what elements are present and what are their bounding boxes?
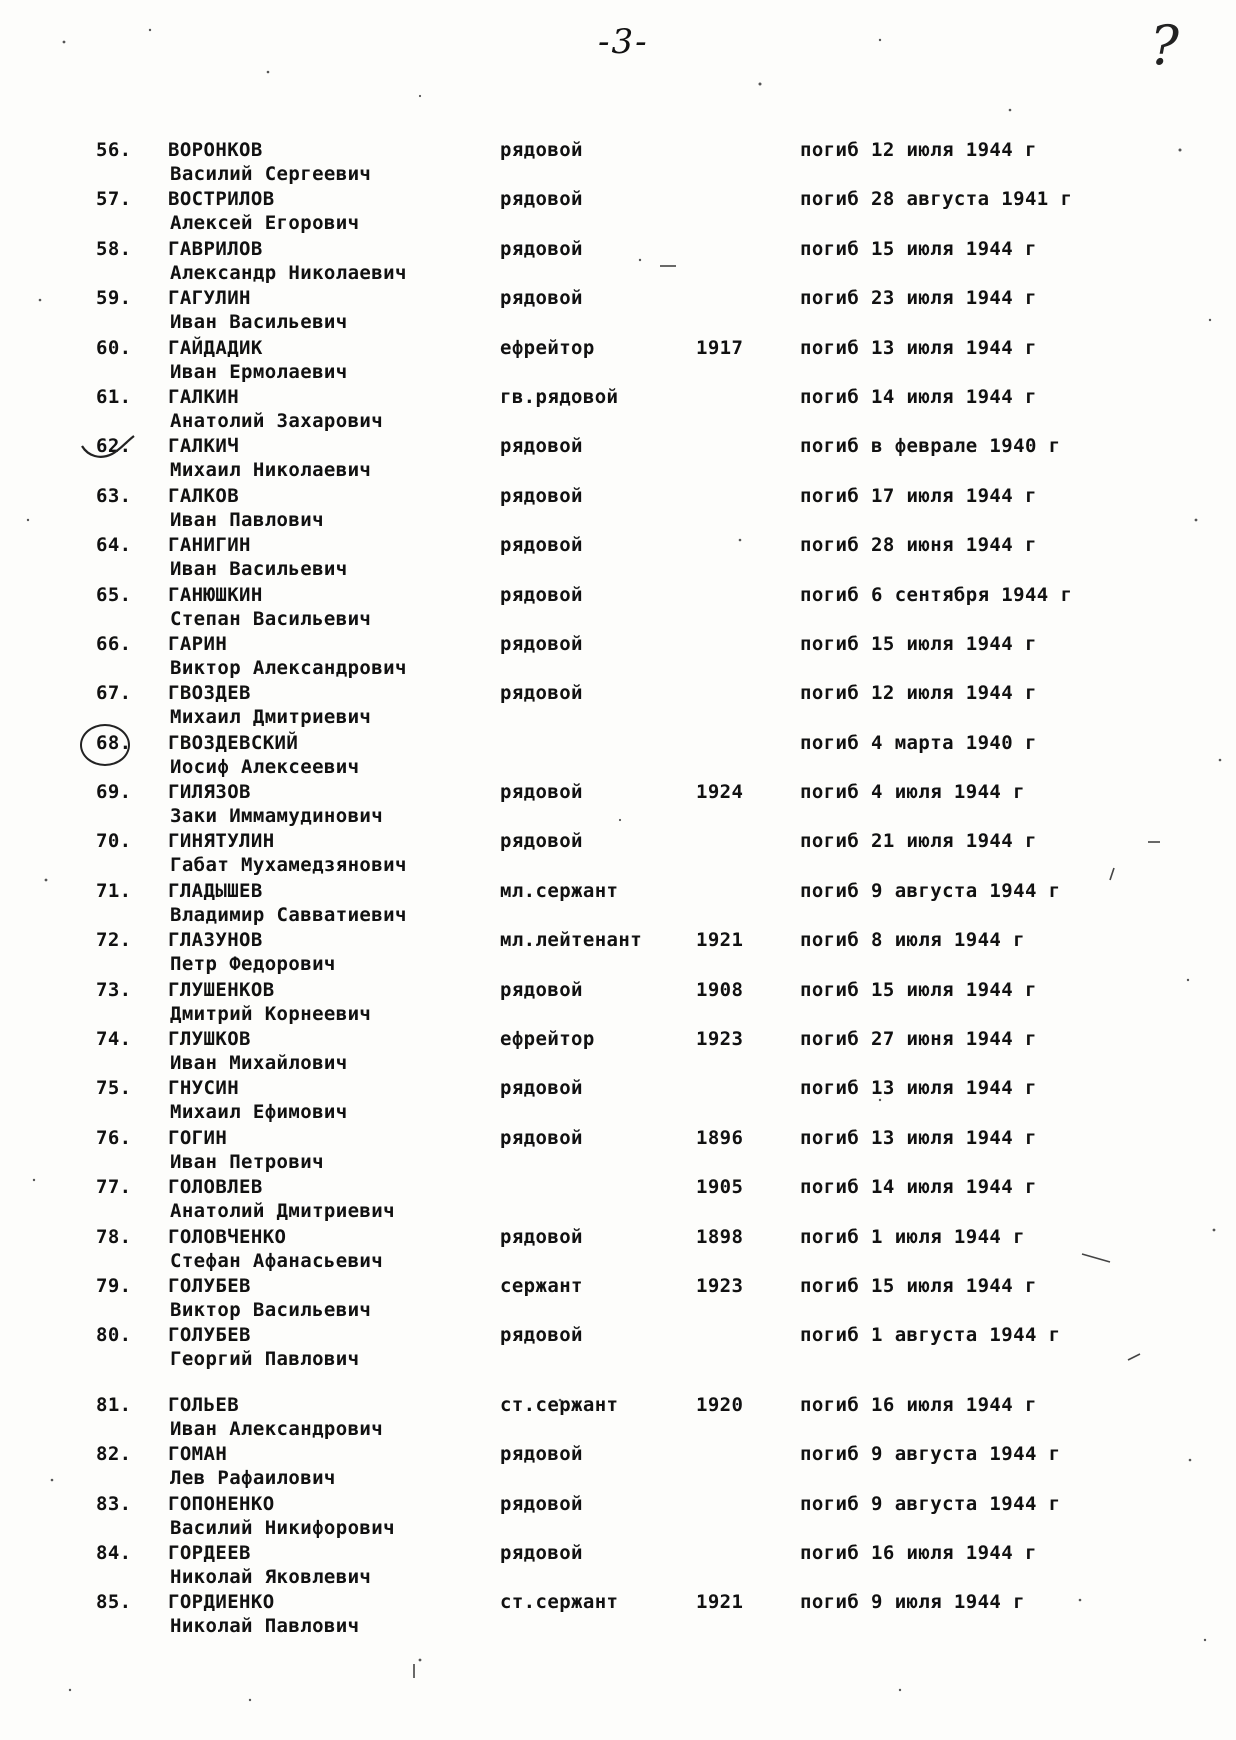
entry-surname: ГИЛЯЗОВ: [168, 781, 251, 804]
list-item: [0, 1027, 1236, 1076]
list-item: [0, 385, 1236, 434]
entry-given-names: Михаил Николаевич: [170, 459, 372, 482]
entry-number: 68.: [96, 731, 132, 754]
entry-number: 85.: [96, 1591, 132, 1614]
entry-fate: погиб 16 июля 1944 г: [800, 1541, 1037, 1564]
entry-rank: сержант: [500, 1274, 583, 1297]
entry-number: 76.: [96, 1126, 132, 1149]
entry-rank: рядовой: [500, 1443, 583, 1466]
entry-rank: мл.сержант: [500, 879, 619, 902]
entry-rank: рядовой: [500, 830, 583, 853]
entry-fate: погиб 15 июля 1944 г: [800, 978, 1037, 1001]
entry-fate: погиб 9 августа 1944 г: [800, 879, 1061, 902]
list-item: [0, 583, 1236, 632]
list-item: [0, 1492, 1236, 1541]
entry-fate: погиб 6 сентября 1944 г: [800, 583, 1073, 606]
entry-fate: погиб 15 июля 1944 г: [800, 237, 1037, 260]
entry-number: 62.: [96, 435, 132, 458]
entry-given-names: Анатолий Захарович: [170, 409, 384, 432]
entry-fate: погиб в феврале 1940 г: [800, 435, 1061, 458]
entry-given-names: Иван Васильевич: [170, 311, 348, 334]
entry-rank: рядовой: [500, 1225, 583, 1248]
entry-given-names: Василий Никифорович: [170, 1516, 395, 1539]
entry-number: 77.: [96, 1176, 132, 1199]
entry-birth-year: 1917: [696, 336, 744, 359]
list-item: [0, 533, 1236, 582]
entry-rank: рядовой: [500, 237, 583, 260]
entry-number: 63.: [96, 484, 132, 507]
entry-given-names: Заки Иммамудинович: [170, 805, 384, 828]
entry-given-names: Иван Михайлович: [170, 1052, 348, 1075]
entry-birth-year: 1921: [696, 929, 744, 952]
entry-number: 57.: [96, 188, 132, 211]
entry-number: 59.: [96, 287, 132, 310]
entry-surname: ВОРОНКОВ: [168, 139, 263, 161]
entry-number: 67.: [96, 682, 132, 705]
entry-surname: ГОЛУБЕВ: [168, 1324, 251, 1347]
entry-number: 65.: [96, 583, 132, 606]
entry-rank: рядовой: [500, 1077, 583, 1100]
entry-number: 71.: [96, 879, 132, 902]
list-item: [0, 237, 1236, 286]
entry-number: 78.: [96, 1225, 132, 1248]
entry-surname: ГАЙДАДИК: [168, 336, 263, 359]
entry-fate: погиб 15 июля 1944 г: [800, 1274, 1037, 1297]
entry-given-names: Степан Васильевич: [170, 607, 372, 630]
entry-given-names: Николай Яковлевич: [170, 1565, 372, 1588]
list-item: [0, 286, 1236, 335]
entry-number: 58.: [96, 237, 132, 260]
entry-number: 70.: [96, 830, 132, 853]
list-item: [0, 1590, 1236, 1639]
entry-number: 72.: [96, 929, 132, 952]
entry-rank: ефрейтор: [500, 336, 595, 359]
list-item: [0, 978, 1236, 1027]
entry-surname: ГАНЮШКИН: [168, 583, 263, 606]
entry-birth-year: 1923: [696, 1274, 744, 1297]
entry-given-names: Анатолий Дмитриевич: [170, 1200, 395, 1223]
entry-rank: рядовой: [500, 632, 583, 655]
entry-surname: ГОРДИЕНКО: [168, 1591, 275, 1614]
entry-birth-year: 1920: [696, 1393, 744, 1416]
entry-rank: рядовой: [500, 139, 583, 161]
entry-number: 80.: [96, 1324, 132, 1347]
list-item: [0, 879, 1236, 928]
entry-given-names: Василий Сергеевич: [170, 163, 372, 185]
entry-surname: ГАЛКИЧ: [168, 435, 240, 458]
entry-surname: ГАГУЛИН: [168, 287, 251, 310]
entry-surname: ГЛУШКОВ: [168, 1028, 251, 1051]
entry-given-names: Алексей Егорович: [170, 212, 360, 235]
entry-surname: ГВОЗДЕВ: [168, 682, 251, 705]
entry-number: 82.: [96, 1443, 132, 1466]
list-item: [0, 434, 1236, 483]
entry-given-names: Иван Васильевич: [170, 558, 348, 581]
entry-rank: рядовой: [500, 781, 583, 804]
entry-number: 60.: [96, 336, 132, 359]
entry-surname: ГАЛКОВ: [168, 484, 240, 507]
entry-surname: ГАРИН: [168, 632, 228, 655]
handwritten-circle-mark: [80, 724, 130, 766]
entry-given-names: Михаил Дмитриевич: [170, 706, 372, 729]
entry-surname: ГОЛОВЧЕНКО: [168, 1225, 287, 1248]
list-item: [0, 1442, 1236, 1491]
entry-number: 75.: [96, 1077, 132, 1100]
entry-surname: ГИНЯТУЛИН: [168, 830, 275, 853]
entry-birth-year: 1921: [696, 1591, 744, 1614]
entry-fate: погиб 27 июня 1944 г: [800, 1028, 1037, 1051]
entry-surname: ГОЛЬЕВ: [168, 1393, 240, 1416]
entry-given-names: Владимир Савватиевич: [170, 903, 407, 926]
entry-fate: погиб 4 июля 1944 г: [800, 781, 1025, 804]
entry-surname: ВОСТРИЛОВ: [168, 188, 275, 211]
entry-surname: ГЛУШЕНКОВ: [168, 978, 275, 1001]
entry-rank: гв.рядовой: [500, 385, 619, 408]
list-item: [0, 484, 1236, 533]
entry-fate: погиб 15 июля 1944 г: [800, 632, 1037, 655]
entry-rank: рядовой: [500, 1126, 583, 1149]
list-item: [0, 632, 1236, 681]
entry-fate: погиб 13 июля 1944 г: [800, 1126, 1037, 1149]
entry-rank: ефрейтор: [500, 1028, 595, 1051]
list-item: [0, 187, 1236, 236]
list-item: [0, 731, 1236, 780]
entry-surname: ГАЛКИН: [168, 385, 240, 408]
entry-number: 69.: [96, 781, 132, 804]
entry-birth-year: 1923: [696, 1028, 744, 1051]
entry-fate: погиб 4 марта 1940 г: [800, 731, 1037, 754]
page-number: -3-: [598, 22, 649, 62]
list-item: [0, 780, 1236, 829]
entry-fate: погиб 14 июля 1944 г: [800, 385, 1037, 408]
entry-rank: рядовой: [500, 1541, 583, 1564]
casualty-list: [0, 138, 1236, 1640]
entry-surname: ГОМАН: [168, 1443, 228, 1466]
list-item: [0, 1175, 1236, 1224]
entry-fate: погиб 14 июля 1944 г: [800, 1176, 1037, 1199]
entry-rank: рядовой: [500, 1324, 583, 1347]
entry-number: 64.: [96, 534, 132, 557]
entry-number: 74.: [96, 1028, 132, 1051]
entry-rank: рядовой: [500, 534, 583, 557]
entry-surname: ГАНИГИН: [168, 534, 251, 557]
entry-fate: погиб 8 июля 1944 г: [800, 929, 1025, 952]
entry-surname: ГЛАЗУНОВ: [168, 929, 263, 952]
entry-fate: погиб 13 июля 1944 г: [800, 1077, 1037, 1100]
entry-given-names: Виктор Васильевич: [170, 1298, 372, 1321]
entry-fate: погиб 12 июля 1944 г: [800, 682, 1037, 705]
entry-number: 81.: [96, 1393, 132, 1416]
entry-number: 56.: [96, 139, 132, 161]
entry-given-names: Лев Рафаилович: [170, 1467, 336, 1490]
entry-number: 61.: [96, 385, 132, 408]
entry-surname: ГОГИН: [168, 1126, 228, 1149]
entry-given-names: Иосиф Алексеевич: [170, 755, 360, 778]
entry-rank: рядовой: [500, 978, 583, 1001]
list-item: [0, 1225, 1236, 1274]
entry-given-names: Георгий Павлович: [170, 1348, 360, 1371]
entry-number: 79.: [96, 1274, 132, 1297]
entry-given-names: Петр Федорович: [170, 953, 336, 976]
entry-number: 73.: [96, 978, 132, 1001]
entry-birth-year: 1896: [696, 1126, 744, 1149]
entry-given-names: Александр Николаевич: [170, 261, 407, 284]
list-item: [0, 1274, 1236, 1323]
entry-given-names: Иван Павлович: [170, 508, 324, 531]
entry-surname: ГАВРИЛОВ: [168, 237, 263, 260]
entry-given-names: Стефан Афанасьевич: [170, 1249, 384, 1272]
entry-rank: рядовой: [500, 583, 583, 606]
entry-fate: погиб 9 августа 1944 г: [800, 1443, 1061, 1466]
entry-surname: ГЛАДЫШЕВ: [168, 879, 263, 902]
list-item: [0, 829, 1236, 878]
entry-fate: погиб 28 июня 1944 г: [800, 534, 1037, 557]
list-item: [0, 138, 1236, 187]
entry-given-names: Николай Павлович: [170, 1615, 360, 1638]
entry-given-names: Иван Ермолаевич: [170, 360, 348, 383]
entry-rank: рядовой: [500, 287, 583, 310]
entry-rank: рядовой: [500, 435, 583, 458]
entry-given-names: Дмитрий Корнеевич: [170, 1002, 372, 1025]
list-item: [0, 681, 1236, 730]
entry-fate: погиб 21 июля 1944 г: [800, 830, 1037, 853]
entry-fate: погиб 16 июля 1944 г: [800, 1393, 1037, 1416]
entry-fate: погиб 1 августа 1944 г: [800, 1324, 1061, 1347]
entry-given-names: Виктор Александрович: [170, 656, 407, 679]
list-item: [0, 1393, 1236, 1442]
entry-given-names: Михаил Ефимович: [170, 1101, 348, 1124]
entry-number: 83.: [96, 1492, 132, 1515]
list-item: [0, 336, 1236, 385]
entry-rank: рядовой: [500, 484, 583, 507]
entry-fate: погиб 13 июля 1944 г: [800, 336, 1037, 359]
entry-surname: ГОРДЕЕВ: [168, 1541, 251, 1564]
entry-given-names: Иван Александрович: [170, 1417, 384, 1440]
entry-given-names: Иван Петрович: [170, 1150, 324, 1173]
entry-surname: ГОЛУБЕВ: [168, 1274, 251, 1297]
entry-fate: погиб 9 июля 1944 г: [800, 1591, 1025, 1614]
entry-fate: погиб 23 июля 1944 г: [800, 287, 1037, 310]
list-item: [0, 1126, 1236, 1175]
entry-surname: ГОЛОВЛЕВ: [168, 1176, 263, 1199]
entry-fate: погиб 9 августа 1944 г: [800, 1492, 1061, 1515]
entry-fate: погиб 1 июля 1944 г: [800, 1225, 1025, 1248]
entry-birth-year: 1905: [696, 1176, 744, 1199]
entry-surname: ГВОЗДЕВСКИЙ: [168, 731, 299, 754]
entry-rank: рядовой: [500, 682, 583, 705]
entry-rank: ст.сержант: [500, 1591, 619, 1614]
entry-number: 66.: [96, 632, 132, 655]
entry-birth-year: 1898: [696, 1225, 744, 1248]
entry-rank: мл.лейтенант: [500, 929, 643, 952]
entry-rank: рядовой: [500, 188, 583, 211]
entry-fate: погиб 17 июля 1944 г: [800, 484, 1037, 507]
entry-surname: ГОПОНЕНКО: [168, 1492, 275, 1515]
entry-rank: рядовой: [500, 1492, 583, 1515]
list-item: [0, 1323, 1236, 1372]
entry-given-names: Габат Мухамедзянович: [170, 854, 407, 877]
entry-fate: погиб 12 июля 1944 г: [800, 139, 1037, 161]
list-item: [0, 1541, 1236, 1590]
entry-fate: погиб 28 августа 1941 г: [800, 188, 1073, 211]
handwritten-check-mark: [78, 434, 140, 464]
handwritten-corner-mark: ?: [1150, 14, 1179, 77]
entry-birth-year: 1924: [696, 781, 744, 804]
entry-number: 84.: [96, 1541, 132, 1564]
list-item: [0, 928, 1236, 977]
list-item: [0, 1076, 1236, 1125]
entry-rank: ст.сержант: [500, 1393, 619, 1416]
entry-surname: ГНУСИН: [168, 1077, 240, 1100]
entry-birth-year: 1908: [696, 978, 744, 1001]
